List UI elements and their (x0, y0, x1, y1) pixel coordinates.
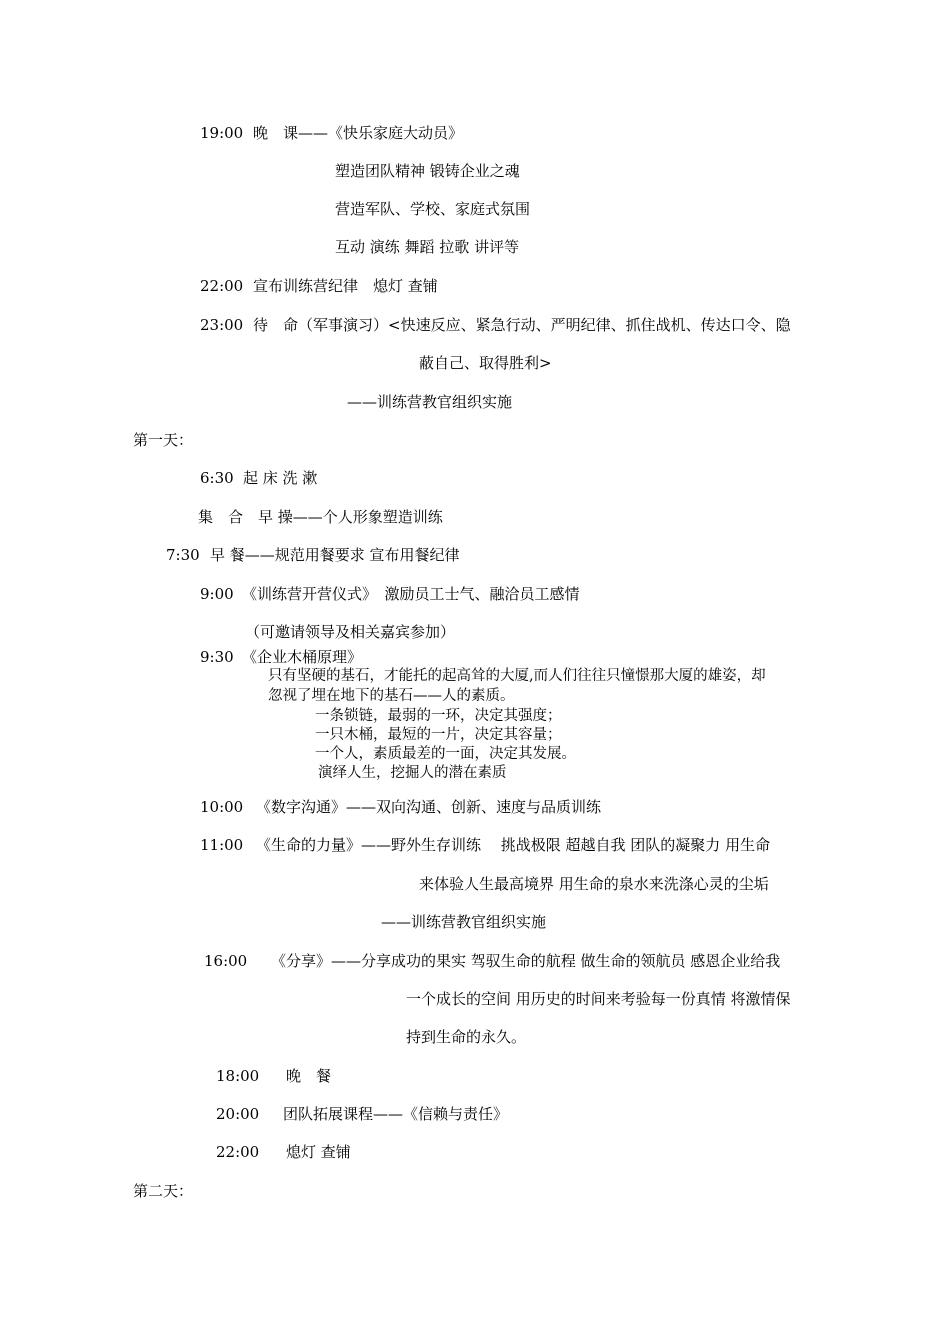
organizer-signature-1: ——训练营教官组织实施 (347, 393, 513, 411)
time-2200: 22:00 (216, 1143, 260, 1161)
standby-line: 待 命（军事演习）<快速反应、紧急行动、严明纪律、抓住战机、传达口令、隐 (253, 316, 791, 334)
bucket-para-1: 只有坚硬的基石，才能托的起高耸的大厦,而人们往往只憧憬那大厦的雄姿，却 (268, 668, 766, 684)
life-power-line-cont: 来体验人生最高境界 用生命的泉水来洗涤心灵的尘垢 (419, 875, 769, 893)
time-2300: 23:00 (200, 316, 244, 334)
sharing-line-cont-1: 一个成长的空间 用历史的时间来考验每一份真情 将激情保 (406, 990, 791, 1008)
time-0730: 7:30 (166, 546, 200, 564)
time-1100: 11:00 (200, 836, 244, 854)
time-2200-eve: 22:00 (200, 277, 244, 295)
evening-line-2: 营造军队、学校、家庭式氛围 (335, 200, 531, 218)
time-1600: 16:00 (204, 952, 248, 970)
day2-header: 第二天： (133, 1182, 194, 1200)
breakfast-line: 早 餐——规范用餐要求 宣布用餐纪律 (210, 546, 460, 564)
time-2000: 20:00 (216, 1105, 260, 1123)
evening-line-3: 互动 演练 舞蹈 拉歌 讲评等 (335, 238, 520, 256)
discipline-line: 宣布训练营纪律 熄灯 查铺 (253, 277, 438, 295)
organizer-signature-2: ——训练营教官组织实施 (381, 913, 547, 931)
time-1000: 10:00 (200, 798, 244, 816)
lights-out-line: 熄灯 查铺 (286, 1143, 351, 1161)
bucket-para-4: 一只木桶，最短的一片，决定其容量； (315, 727, 562, 743)
dinner-line: 晚 餐 (286, 1067, 332, 1085)
bucket-para-3: 一条锁链，最弱的一环，决定其强度； (315, 708, 562, 724)
time-0930: 9:30 (200, 648, 234, 666)
evening-class: 晚 课——《快乐家庭大动员》 (253, 124, 464, 142)
evening-line-1: 塑造团队精神 锻铸企业之魂 (335, 162, 520, 180)
time-1900: 19:00 (200, 124, 244, 142)
day1-header: 第一天： (133, 431, 194, 449)
standby-line-cont: 蔽自己、取得胜利> (419, 354, 552, 372)
bucket-para-2: 忽视了埋在地下的基石——人的素质。 (268, 688, 515, 704)
bucket-para-6: 演绎人生，挖掘人的潜在素质 (318, 765, 507, 781)
life-power-line: 《生命的力量》——野外生存训练 挑战极限 超越自我 团队的凝聚力 用生命 (256, 836, 771, 854)
team-course-line: 团队拓展课程——《信赖与责任》 (283, 1105, 509, 1123)
opening-ceremony-note: （可邀请领导及相关嘉宾参加） (245, 623, 456, 641)
time-0630: 6:30 (200, 469, 234, 487)
sharing-line-cont-2: 持到生命的永久。 (406, 1028, 527, 1046)
bucket-principle-title: 《企业木桶原理》 (242, 648, 363, 666)
opening-ceremony-line: 《训练营开营仪式》 激励员工士气、融洽员工感情 (242, 585, 580, 603)
assembly-line: 集 合 早 操——个人形象塑造训练 (198, 508, 443, 526)
time-0900: 9:00 (200, 585, 234, 603)
wakeup-line: 起 床 洗 漱 (243, 469, 318, 487)
bucket-para-5: 一个人，素质最差的一面，决定其发展。 (315, 746, 576, 762)
time-1800: 18:00 (216, 1067, 260, 1085)
number-communication-line: 《数字沟通》——双向沟通、创新、速度与品质训练 (256, 798, 602, 816)
sharing-line: 《分享》——分享成功的果实 驾驭生命的航程 做生命的领航员 感恩企业给我 (271, 952, 781, 970)
